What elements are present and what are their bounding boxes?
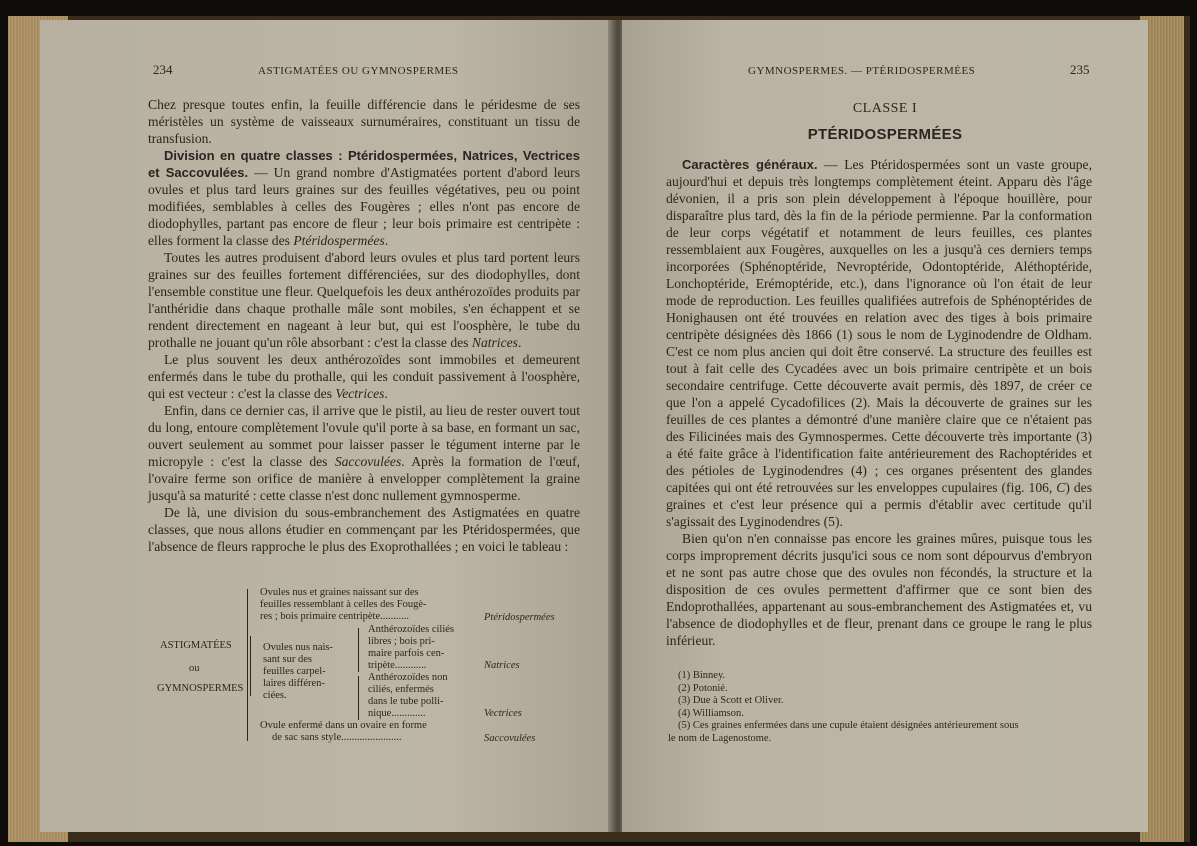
table-text: Anthérozoïdes non <box>368 672 448 683</box>
section-heading-division: Division en quatre classes : Ptéridospermées, Natrices, Vectrices et Saccovulées. <box>148 148 580 180</box>
figure-ref-c: C <box>1056 480 1066 495</box>
right-paragraph-2: Bien qu'on n'en connaisse pas encore les graines mûres, puisque tous les corps improprement décrits jusqu'ici sous ce nom sont dépourvus d'embryon et ne sont pas autre chose que des ovules non fécondés, la structure et la disposition de ces ovules permettent d'affirmer que ce sont bien des Endoprothallées, appartenant au sous-embranchement des Astigmatées et, vu l'absence de diodophylles et de fleur, prenant dans ce groupe le rang le plus inférieur. <box>666 531 1092 648</box>
left-paragraph-5-body: Enfin, dans ce dernier cas, il arrive que le pistil, au lieu de rester ouvert tout du long, entoure complètement l'ovule qu'il porte à sa base, en formant un sac, ouvert seulement au sommet pour laisser passer le tégument interne par le micropyle : c'est la classe des <box>148 403 580 469</box>
table-row-vectrices <box>368 672 448 720</box>
footnote-3: (3) Due à Scott et Oliver. <box>678 695 784 706</box>
right-paragraph-1-end: ) des graines et c'est leur présence qui a permis d'établir avec certitude qu'il s'agissait des Lyginodendres (5). <box>666 480 1093 529</box>
table-row-natrices <box>368 624 454 672</box>
table-label-gymnospermes: GYMNOSPERMES <box>157 683 244 694</box>
table-class-pteridospermees: Ptéridospermées <box>484 612 555 623</box>
table-text: feuilles carpel- <box>263 666 326 677</box>
left-paragraph-2-end: . <box>384 233 389 248</box>
footnote-2: (2) Potonié. <box>678 682 728 694</box>
left-paragraph-3-end: . <box>517 335 522 350</box>
right-running-head: GYMNOSPERMES. — PTÉRIDOSPERMÉES <box>748 65 976 77</box>
table-text: Ovule enfermé dans un ovaire en forme <box>260 720 427 731</box>
table-class-saccovulees: Saccovulées <box>484 733 536 744</box>
right-page-number: 235 <box>1070 62 1090 77</box>
table-class-vectrices: Vectrices <box>484 708 522 719</box>
footnote-5: (5) Ces graines enfermées dans une cupule étaient désignées antérieurement sous <box>678 720 1019 731</box>
table-label-ou: ou <box>189 663 200 674</box>
table-main-brace <box>247 589 248 741</box>
table-text: ciées. <box>263 690 287 701</box>
left-paragraph-4-body: Le plus souvent les deux anthérozoïdes sont immobiles et demeurent enfermés dans le tube du prothalle, qui les conduit passivement à l'oosphère, qui est vecteur : c'est la classe des <box>148 352 580 401</box>
footnote-5-continued: le nom de Lagenostome. <box>668 732 772 744</box>
left-paragraph-2-body: — Un grand nombre d'Astigmatées portent d'abord leurs ovules et plus tard leurs graines sur des feuilles végétatives, peu ou point modifiées, semblables à celles des Fougères ; elles n'ont pas encore de diodophylles, partant pas encore de fleur ; leur bois primaire est centripète : elles forment la classe des <box>148 165 580 248</box>
left-running-head: ASTIGMATÉES OU GYMNOSPERMES <box>258 65 459 77</box>
right-paragraph-1 <box>666 156 1092 530</box>
term-vectrices: Vectrices <box>335 386 385 401</box>
table-text: laires différen- <box>263 678 325 689</box>
table-text: Anthérozoïdes ciliés <box>368 624 455 635</box>
chapter-title: PTÉRIDOSPERMÉES <box>807 126 963 143</box>
table-text: dans le tube polli- <box>368 696 444 707</box>
term-saccovulees: Saccovulées <box>334 454 402 469</box>
table-text: libres ; bois pri- <box>368 636 435 647</box>
left-paragraph-3-body: Toutes les autres produisent d'abord leurs ovules et plus tard portent leurs graines sur des feuilles fortement différenciées, sur des diodophylles, dont l'ensemble constitue une fleur. Quelquefois les deux anthérozoïdes produits par l'anthéridie dans chaque prothalle mâle sont mobiles, s'en échappent et se rendent directement en nageant à leur but, qui est l'oosphère, le tube du prothalle ne jouant qu'un rôle absorbant : c'est la classe des <box>148 250 580 350</box>
table-brace-natrices <box>358 628 359 672</box>
right-paragraph-1-body: — Les Ptéridospermées sont un vaste groupe, aujourd'hui et depuis très longtemps complètement éteint. Apparu dès l'âge dévonien, il a pris son plein développement à l'époque houillère, pour disparaître plus tard, dès la fin de la période permienne. Par la conformation de leur corps végétatif et notamment de leurs feuilles, ces plantes ressemblaient aux Fougères, auxquelles on les a jusqu'à ces derniers temps incorporées (Sphénoptéride, Nevroptéride, Odontoptéride, Aléthoptéride, Lonchoptéride, Erémoptéride, etc.), dans l'ignorance où l'on était de leur mode de reproduction. Les feuilles qualifiées autrefois de Sphénoptérides de Honighausen ont été trouvées en relation avec des tiges à bois primaire centripète désignées dès 1866 (1) sous le nom de Lyginodendre de Oldham. C'est ce nom plus ancien qui doit être conservé. La structure des feuilles est tout à fait celle des Cycadées avec un bois primaire centripète et un bois secondaire centrifuge. Cette découverte avait permis, dès 1897, de créer ce que l'on a appelé Cycadofilices (2). Mais la découverte de graines sur les feuilles de ces plantes a démontré d'une manière claire que ce n'étaient pas des Filicinées mais des Gymnospermes. Cette découverte très importante (3) a été faite grâce à l'identification faite antérieurement des Rachoptérides et des pétioles de Lyginodendres (4) ; ces organes présentent des glandes capitées qui ont été retrouvées sur les enveloppes cupulaires (fig. 106, <box>666 157 1092 495</box>
left-paragraph-2 <box>148 147 580 249</box>
table-text: ciliés, enfermés <box>368 684 434 695</box>
left-paragraph-5 <box>148 402 580 504</box>
table-text: feuilles ressemblant à celles des Fougè- <box>260 599 427 610</box>
footnote-4: (4) Williamson. <box>678 707 744 719</box>
left-paragraph-4-end: . <box>384 386 388 401</box>
footnote-1: (1) Binney. <box>678 670 726 681</box>
term-natrices: Natrices <box>471 335 518 350</box>
right-text-column <box>666 156 1092 649</box>
table-text: maire parfois cen- <box>368 648 445 659</box>
left-paragraph-6: De là, une division du sous-embranchement des Astigmatées en quatre classes, que nous allons étudier en commençant par les Ptéridospermées, que l'absence de fleurs rapproche le plus des Exoprothallées ; en voici le tableau : <box>148 505 580 554</box>
table-text: de sac sans style....................... <box>272 732 402 743</box>
left-paragraph-3 <box>148 249 580 351</box>
table-brace-vectrices <box>358 676 359 720</box>
left-paragraph-4 <box>148 351 580 402</box>
table-label-astigmatees: ASTIGMATÉES <box>160 640 232 651</box>
table-row-pteridospermees <box>260 587 427 623</box>
table-middle-group <box>263 642 333 702</box>
table-row-saccovulees <box>260 720 427 744</box>
table-text: res ; bois primaire centripète........... <box>260 611 409 622</box>
left-text-column <box>148 96 580 555</box>
classe-heading: CLASSE I <box>852 101 918 116</box>
table-text: nique............. <box>368 708 426 719</box>
table-text: sant sur des <box>263 654 312 665</box>
table-text: Ovules nus et graines naissant sur des <box>260 587 419 598</box>
section-heading-caracteres: Caractères généraux. <box>682 157 818 172</box>
left-page-number: 234 <box>153 62 173 77</box>
term-pteridospermees: Ptéridospermées <box>293 233 385 248</box>
table-text: tripète............ <box>368 660 427 671</box>
table-brace-middle <box>250 636 251 696</box>
table-text: Ovules nus nais- <box>263 642 333 653</box>
table-class-natrices: Natrices <box>484 660 520 671</box>
footnotes <box>668 670 1100 745</box>
left-paragraph-1: Chez presque toutes enfin, la feuille différencie dans le péridesme de ses méristèles un système de vaisseaux surnuméraires, constituant un tissu de transfusion. <box>148 97 580 146</box>
left-paragraph-5-end: . Après la formation de l'œuf, l'ovaire ferme son orifice de manière à envelopper complètement la graine jusqu'à sa maturité : cette classe n'est donc nullement gymnosperme. <box>148 454 580 503</box>
